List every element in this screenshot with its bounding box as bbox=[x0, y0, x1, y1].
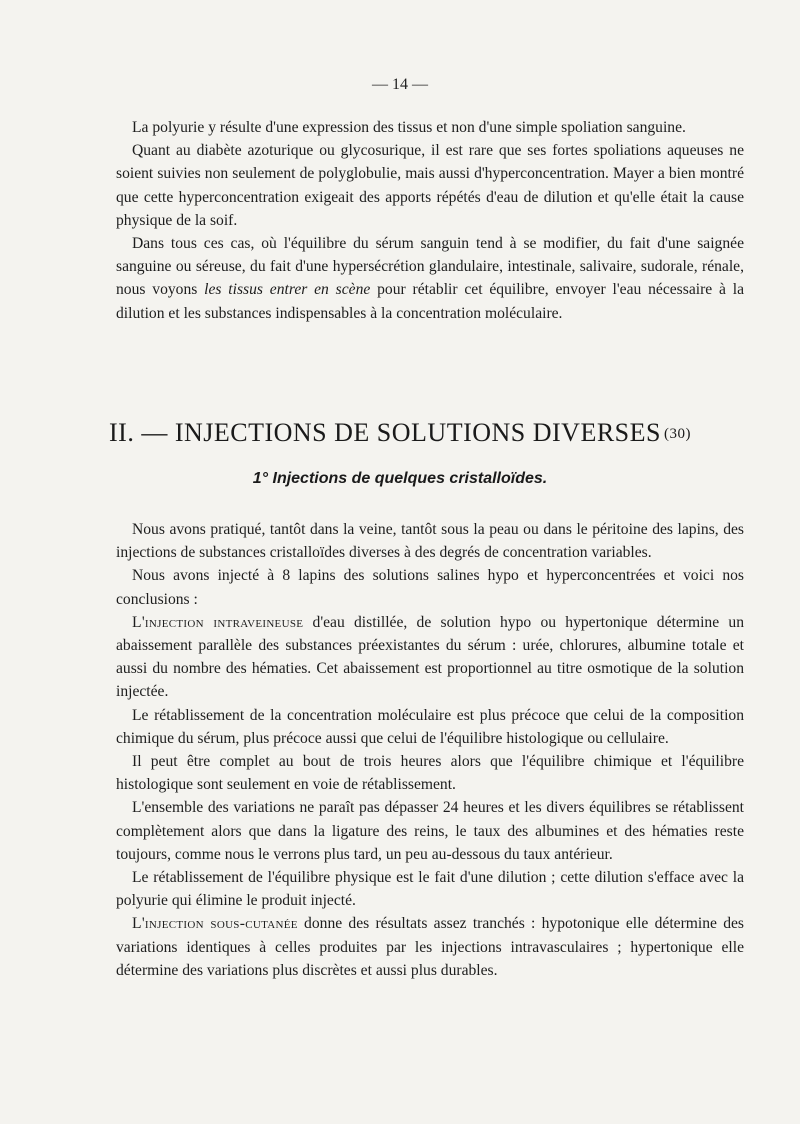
paragraph-1: Nous avons pratiqué, tantôt dans la veine, tantôt sous la peau ou dans le péritoine des lapins, des injections de substances cristalloïdes diverses à des degrés de concentration variables. bbox=[116, 521, 744, 562]
section-heading bbox=[0, 418, 800, 448]
paragraph-8-body: donne des résultats assez tranchés : hypotonique elle détermine des variations identiques à celles produites par les injections intravasculaires ; hypertonique elle détermine des variations plus discrètes et aussi plus durables. bbox=[116, 915, 745, 979]
paragraph-polyurie: La polyurie y résulte d'une expression des tissus et non d'une simple spoliation sanguine. bbox=[132, 119, 686, 136]
paragraph-7: Le rétablissement de l'équilibre physique est le fait d'une dilution ; cette dilution s'efface avec la polyurie qui élimine le produit injecté. bbox=[116, 869, 744, 910]
emphasis-tissus: les tissus entrer en scène bbox=[204, 281, 371, 299]
paragraph-3 bbox=[116, 611, 744, 704]
paragraph-3-lead: L'injection intraveineuse bbox=[132, 613, 304, 631]
paragraph-3-body: d'eau distillée, de solution hypo ou hypertonique détermine un abaissement parallèle des substances préexistantes du sérum : urée, chlorures, albumine totale et aussi du nombre des hématies. Cet abaissement est proportionnel au titre osmotique de la solution injectée. bbox=[116, 613, 744, 701]
paragraph-4: Le rétablissement de la concentration moléculaire est plus précoce que celui de la composition chimique du sérum, plus précoce aussi que celui de l'équilibre histologique ou cellulaire. bbox=[116, 706, 744, 747]
intro-text bbox=[116, 116, 744, 325]
paragraph-8-lead: L'injection sous-cutanée bbox=[132, 915, 298, 933]
paragraph-diabete: Quant au diabète azoturique ou glycosurique, il est rare que ses fortes spoliations aqueuses ne soient suivies non seulement de polyglobulie, mais aussi d'hyperconcentration. Mayer a bien montré que cette hyperconcentration exigeait des apports répétés d'eau de dilution et qu'elle était la cause physique de la soif. bbox=[116, 142, 744, 229]
paragraph-6: L'ensemble des variations ne paraît pas dépasser 24 heures et les divers équilibres se rétablissent complètement alors que dans la ligature des reins, le taux des albumines et des hématies reste toujours, comme nous le verrons plus tard, un peu au-dessous du taux antérieur. bbox=[116, 799, 744, 863]
paragraph-8 bbox=[116, 912, 744, 982]
body-text bbox=[116, 518, 744, 982]
paragraph-equilibre-b: pour rétablir cet équilibre, envoyer l'eau nécessaire à la dilution et les substances indispensables à la concentration moléculaire. bbox=[116, 281, 744, 322]
section-heading-text: II. — INJECTIONS DE SOLUTIONS DIVERSES bbox=[109, 418, 661, 447]
paragraph-equilibre-a: Dans tous ces cas, où l'équilibre du sérum sanguin tend à se modifier, du fait d'une saignée sanguine ou séreuse, du fait d'une hypersécrétion glandulaire, intestinale, salivaire, sudorale, rénale, nous voyons bbox=[116, 235, 744, 299]
paragraph-5: Il peut être complet au bout de trois heures alors que l'équilibre chimique et l'équilibre histologique sont seulement en voie de rétablissement. bbox=[116, 753, 744, 794]
subsection-heading: 1° Injections de quelques cristalloïdes. bbox=[252, 470, 548, 487]
paragraph-equilibre bbox=[116, 232, 744, 325]
section-reference: (30) bbox=[664, 426, 691, 442]
page-number: — 14 — bbox=[372, 76, 428, 93]
paragraph-2: Nous avons injecté à 8 lapins des solutions salines hypo et hyperconcentrées et voici nos conclusions : bbox=[116, 567, 744, 608]
